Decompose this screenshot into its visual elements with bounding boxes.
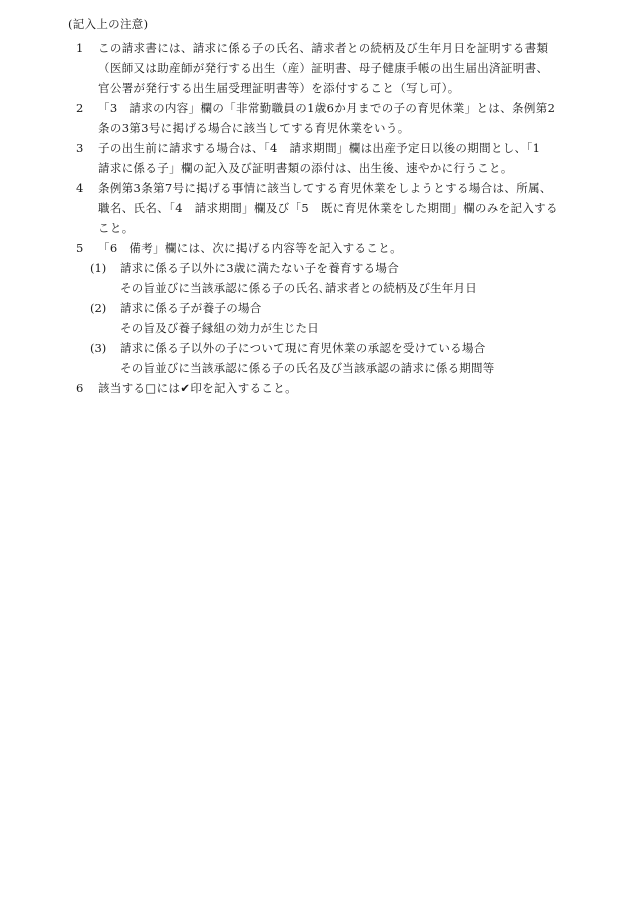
sub-item-detail-row: [120, 278, 630, 298]
sub-item-detail-row: [120, 358, 630, 378]
sub-item-1: [0, 258, 630, 298]
note-text-after: 印を記入すること。: [190, 381, 297, 395]
note-text: 条例第3条第7号に掲げる事情に該当してする育児休業をしようとする場合は、所属、職名、氏名、「4 請求期間」欄及び「5 既に育児休業をした期間」欄のみを記入すること。: [98, 181, 558, 235]
note-item-2: [0, 98, 630, 138]
notes-heading: (記入上の注意): [68, 17, 149, 31]
note-text-before: 該当する: [98, 381, 146, 395]
sub-item-number: (2): [90, 301, 107, 315]
note-item-4: [0, 178, 630, 238]
checkbox-icon: □: [145, 381, 157, 395]
note-number: 1: [76, 41, 84, 55]
notes-list: [0, 38, 630, 398]
sub-item-number: (3): [90, 341, 107, 355]
note-text: この請求書には、請求に係る子の氏名、請求者との続柄及び生年月日を証明する書類（医師又は助産師が発行する出生（産）証明書、母子健康手帳の出生届出済証明書、官公署が発行する出生届受理証明書等）を添付すること（写し可）。: [98, 41, 549, 95]
note-item-5: [0, 238, 630, 258]
sub-item-text: 請求に係る子以外の子について現に育児休業の承認を受けている場合: [120, 341, 486, 355]
sub-item-2: [0, 298, 630, 338]
sub-item-text: 請求に係る子が養子の場合: [120, 301, 262, 315]
check-mark-icon: ✔: [180, 381, 191, 395]
note-text: 「6 備考」欄には、次に掲げる内容等を記入すること。: [98, 241, 402, 255]
sub-item-detail-row: [120, 318, 630, 338]
note-number: 2: [76, 101, 84, 115]
note-number: 6: [76, 381, 84, 395]
note-text: 子の出生前に請求する場合は、「4 請求期間」欄は出産予定日以後の期間とし、「1 請求に係る子」欄の記入及び証明書類の添付は、出生後、速やかに行うこと。: [98, 141, 553, 175]
sub-item-detail: その旨並びに当該承認に係る子の氏名､請求者との続柄及び生年月日: [120, 281, 477, 295]
note-item-6: [0, 378, 630, 398]
note-number: 5: [76, 241, 84, 255]
sub-item-detail: その旨並びに当該承認に係る子の氏名及び当該承認の請求に係る期間等: [120, 361, 495, 375]
sub-item-number: (1): [90, 261, 107, 275]
sub-item-3: [0, 338, 630, 378]
note-text-mid: には: [156, 381, 181, 395]
sub-item-text: 請求に係る子以外に3歳に満たない子を養育する場合: [120, 261, 400, 275]
note-text: 「3 請求の内容」欄の「非常勤職員の1歳6か月までの子の育児休業」とは、条例第2条の3第3号に掲げる場合に該当してする育児休業をいう。: [98, 101, 556, 135]
sub-item-detail: その旨及び養子縁組の効力が生じた日: [120, 321, 319, 335]
note-item-1: [0, 38, 630, 98]
note-number: 3: [76, 141, 84, 155]
note-item-3: [0, 138, 630, 178]
note-number: 4: [76, 181, 84, 195]
note-text: [98, 378, 560, 398]
